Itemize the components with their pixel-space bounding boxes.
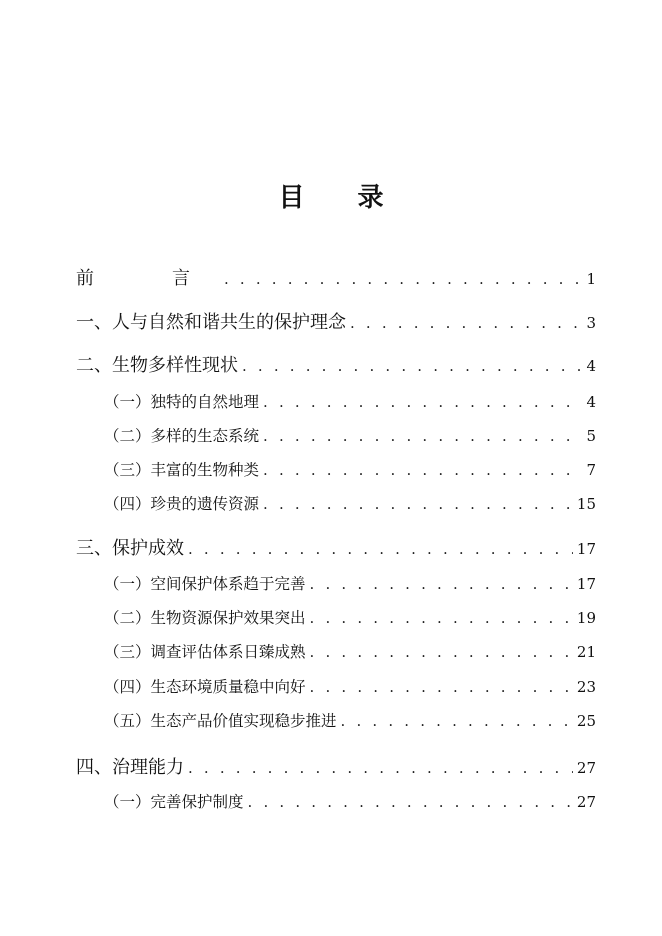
toc-entry-section-4-1[interactable]: [104, 791, 596, 813]
toc-dot-leader: [263, 493, 573, 515]
toc-page-number: 27: [576, 793, 596, 811]
toc-dot-leader: [263, 459, 582, 481]
toc-entry-section-3-5[interactable]: [104, 710, 596, 732]
toc-page-number: 1: [586, 270, 596, 288]
toc-page-number: 21: [576, 643, 596, 661]
toc-dot-leader: [310, 607, 573, 629]
toc-entry-label: （五）生态产品价值实现稳步推进: [104, 712, 337, 730]
toc-dot-leader: [310, 573, 573, 595]
toc-page-number: 7: [586, 461, 596, 479]
toc-entry-label: （二）生物资源保护效果突出: [104, 609, 306, 627]
toc-page-number: 5: [586, 427, 596, 445]
toc-page-number: 25: [576, 712, 596, 730]
toc-dot-leader: [224, 266, 582, 292]
toc-entry-label: （一）独特的自然地理: [104, 393, 260, 411]
toc-dot-leader: [263, 425, 582, 447]
toc-entry-label: （四）珍贵的遗传资源: [104, 495, 260, 513]
toc-dot-leader: [188, 755, 573, 781]
toc-page-number: 17: [576, 540, 596, 558]
toc-entry-label: （三）丰富的生物种类: [104, 461, 260, 479]
toc-dot-leader: [310, 641, 573, 663]
toc-entry-label: 前 言: [76, 268, 220, 289]
toc-entry-chapter-4[interactable]: [76, 755, 596, 781]
toc-entry-chapter-1[interactable]: [76, 310, 596, 336]
toc-dot-leader: [263, 391, 582, 413]
toc-page-number: 27: [576, 759, 596, 777]
toc-entry-label: 四、治理能力: [76, 757, 184, 778]
toc-dot-leader: [341, 710, 573, 732]
toc-entry-preface[interactable]: [76, 266, 596, 292]
toc-entry-label: （二）多样的生态系统: [104, 427, 260, 445]
toc-entry-label: （三）调查评估体系日臻成熟: [104, 643, 306, 661]
toc-entry-section-3-3[interactable]: [104, 641, 596, 663]
toc-title: 目 录: [278, 183, 406, 213]
toc-entry-section-3-2[interactable]: [104, 607, 596, 629]
toc-page-number: 19: [576, 609, 596, 627]
toc-entry-label: 二、生物多样性现状: [76, 355, 238, 376]
toc-dot-leader: [248, 791, 573, 813]
toc-entry-section-2-2[interactable]: [104, 425, 596, 447]
toc-entry-label: 三、保护成效: [76, 538, 184, 559]
toc-entry-chapter-3[interactable]: [76, 536, 596, 562]
toc-dot-leader: [188, 536, 573, 562]
toc-entry-section-2-3[interactable]: [104, 459, 596, 481]
toc-dot-leader: [242, 353, 582, 379]
toc-entry-section-3-4[interactable]: [104, 676, 596, 698]
toc-entry-label: 一、人与自然和谐共生的保护理念: [76, 312, 346, 333]
toc-page-number: 4: [586, 393, 596, 411]
toc-page-number: 17: [576, 575, 596, 593]
toc-entry-label: （四）生态环境质量稳中向好: [104, 678, 306, 696]
toc-page-number: 4: [586, 357, 596, 375]
toc-page-number: 3: [586, 314, 596, 332]
toc-entry-label: （一）空间保护体系趋于完善: [104, 575, 306, 593]
toc-entry-chapter-2[interactable]: [76, 353, 596, 379]
toc-page-number: 23: [576, 678, 596, 696]
toc-page-number: 15: [576, 495, 596, 513]
toc-dot-leader: [310, 676, 573, 698]
toc-entry-section-2-4[interactable]: [104, 493, 596, 515]
toc-dot-leader: [350, 310, 582, 336]
toc-entry-label: （一）完善保护制度: [104, 793, 244, 811]
toc-entry-section-3-1[interactable]: [104, 573, 596, 595]
toc-entry-section-2-1[interactable]: [104, 391, 596, 413]
